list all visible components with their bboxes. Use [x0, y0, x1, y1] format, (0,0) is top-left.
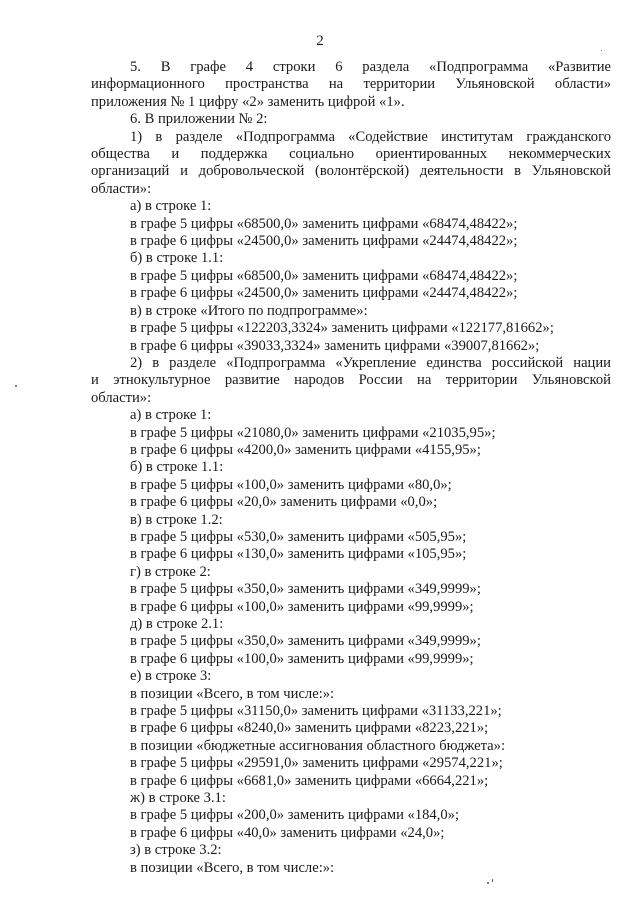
list-item: г) в строке 2: [130, 563, 211, 580]
list-item: в графе 6 цифры «4200,0» заменить цифрами «4155,95»; [130, 441, 481, 458]
section1-line4: области»: [91, 180, 152, 197]
scan-speck [487, 882, 489, 884]
list-item: в позиции «Всего, в том числе:»: [130, 859, 335, 876]
section1-items [91, 198, 611, 355]
list-item: в графе 5 цифры «31150,0» заменить цифрами «31133,221»; [130, 703, 502, 720]
list-item: в графе 5 цифры «122203,3324» заменить цифрами «122177,81662»; [130, 320, 554, 337]
section1-line3: организаций и добровольческой (волонтёрской) деятельности в Ульяновской [91, 163, 611, 180]
para5-line2: информационного пространства на территории Ульяновской области» [91, 76, 611, 93]
section2-line2: и этнокультурное развитие народов России на территории Ульяновской [91, 372, 611, 389]
list-item: в графе 6 цифры «8240,0» заменить цифрами «8223,221»; [130, 720, 489, 737]
section2-line3: области»: [91, 389, 152, 406]
list-item: в графе 5 цифры «350,0» заменить цифрами «349,9999»; [130, 581, 481, 598]
list-item: в) в строке «Итого по подпрограмме»: [130, 302, 368, 319]
list-item: в графе 5 цифры «350,0» заменить цифрами «349,9999»; [130, 633, 481, 650]
list-item: б) в строке 1.1: [130, 250, 224, 267]
list-item: в графе 6 цифры «130,0» заменить цифрами «105,95»; [130, 546, 467, 563]
list-item: а) в строке 1: [130, 407, 212, 424]
list-item: д) в строке 2.1: [130, 616, 224, 632]
list-item: в графе 6 цифры «24500,0» заменить цифрами «24474,48422»; [130, 233, 518, 250]
list-item: в графе 6 цифры «20,0» заменить цифрами «0,0»; [130, 494, 438, 511]
section2-items [91, 407, 611, 877]
list-item: в графе 6 цифры «24500,0» заменить цифрами «24474,48422»; [130, 285, 518, 302]
section1-line1: 1) в разделе «Подпрограмма «Содействие институтам гражданского [130, 128, 611, 145]
list-item: з) в строке 3.2: [130, 842, 222, 859]
list-item: в графе 5 цифры «68500,0» заменить цифрами «68474,48422»; [130, 267, 518, 284]
list-item: а) в строке 1: [130, 198, 212, 215]
section1-line2: общества и поддержка социально ориентированных некоммерческих [91, 146, 611, 163]
list-item: б) в строке 1.1: [130, 459, 224, 476]
list-item: в графе 5 цифры «200,0» заменить цифрами «184,0»; [130, 807, 460, 824]
list-item: в графе 5 цифры «21080,0» заменить цифрами «21035,95»; [130, 424, 496, 441]
list-item: в позиции «Всего, в том числе:»: [130, 685, 335, 702]
para5-line3: приложения № 1 цифру «2» заменить цифрой «1». [91, 93, 405, 110]
scan-speck [492, 879, 493, 882]
list-item: в графе 6 цифры «40,0» заменить цифрами «24,0»; [130, 824, 445, 841]
para6-heading: 6. В приложении № 2: [130, 111, 268, 128]
para5-line1: 5. В графе 4 строки 6 раздела «Подпрограмма «Развитие [130, 59, 611, 75]
list-item: в позиции «бюджетные ассигнования областного бюджета»: [130, 737, 505, 754]
list-item: е) в строке 3: [130, 668, 212, 685]
list-item: в графе 6 цифры «39033,3324» заменить цифрами «39007,81662»; [130, 337, 540, 354]
scan-speck [601, 50, 602, 51]
list-item: в) в строке 1.2: [130, 511, 223, 528]
list-item: в графе 6 цифры «6681,0» заменить цифрами «6664,221»; [130, 772, 489, 789]
list-item: в графе 5 цифры «29591,0» заменить цифрами «29574,221»; [130, 755, 503, 772]
list-item: ж) в строке 3.1: [130, 790, 226, 807]
list-item: в графе 6 цифры «100,0» заменить цифрами «99,9999»; [130, 650, 474, 667]
scan-speck [15, 385, 17, 387]
section2-line1: 2) в разделе «Подпрограмма «Укрепление единства российской нации [130, 354, 611, 371]
document-body [91, 59, 611, 877]
list-item: в графе 5 цифры «68500,0» заменить цифрами «68474,48422»; [130, 215, 518, 232]
page-number: 2 [316, 33, 324, 49]
list-item: в графе 5 цифры «100,0» заменить цифрами «80,0»; [130, 476, 452, 493]
list-item: в графе 6 цифры «100,0» заменить цифрами «99,9999»; [130, 598, 474, 615]
list-item: в графе 5 цифры «530,0» заменить цифрами «505,95»; [130, 528, 467, 545]
